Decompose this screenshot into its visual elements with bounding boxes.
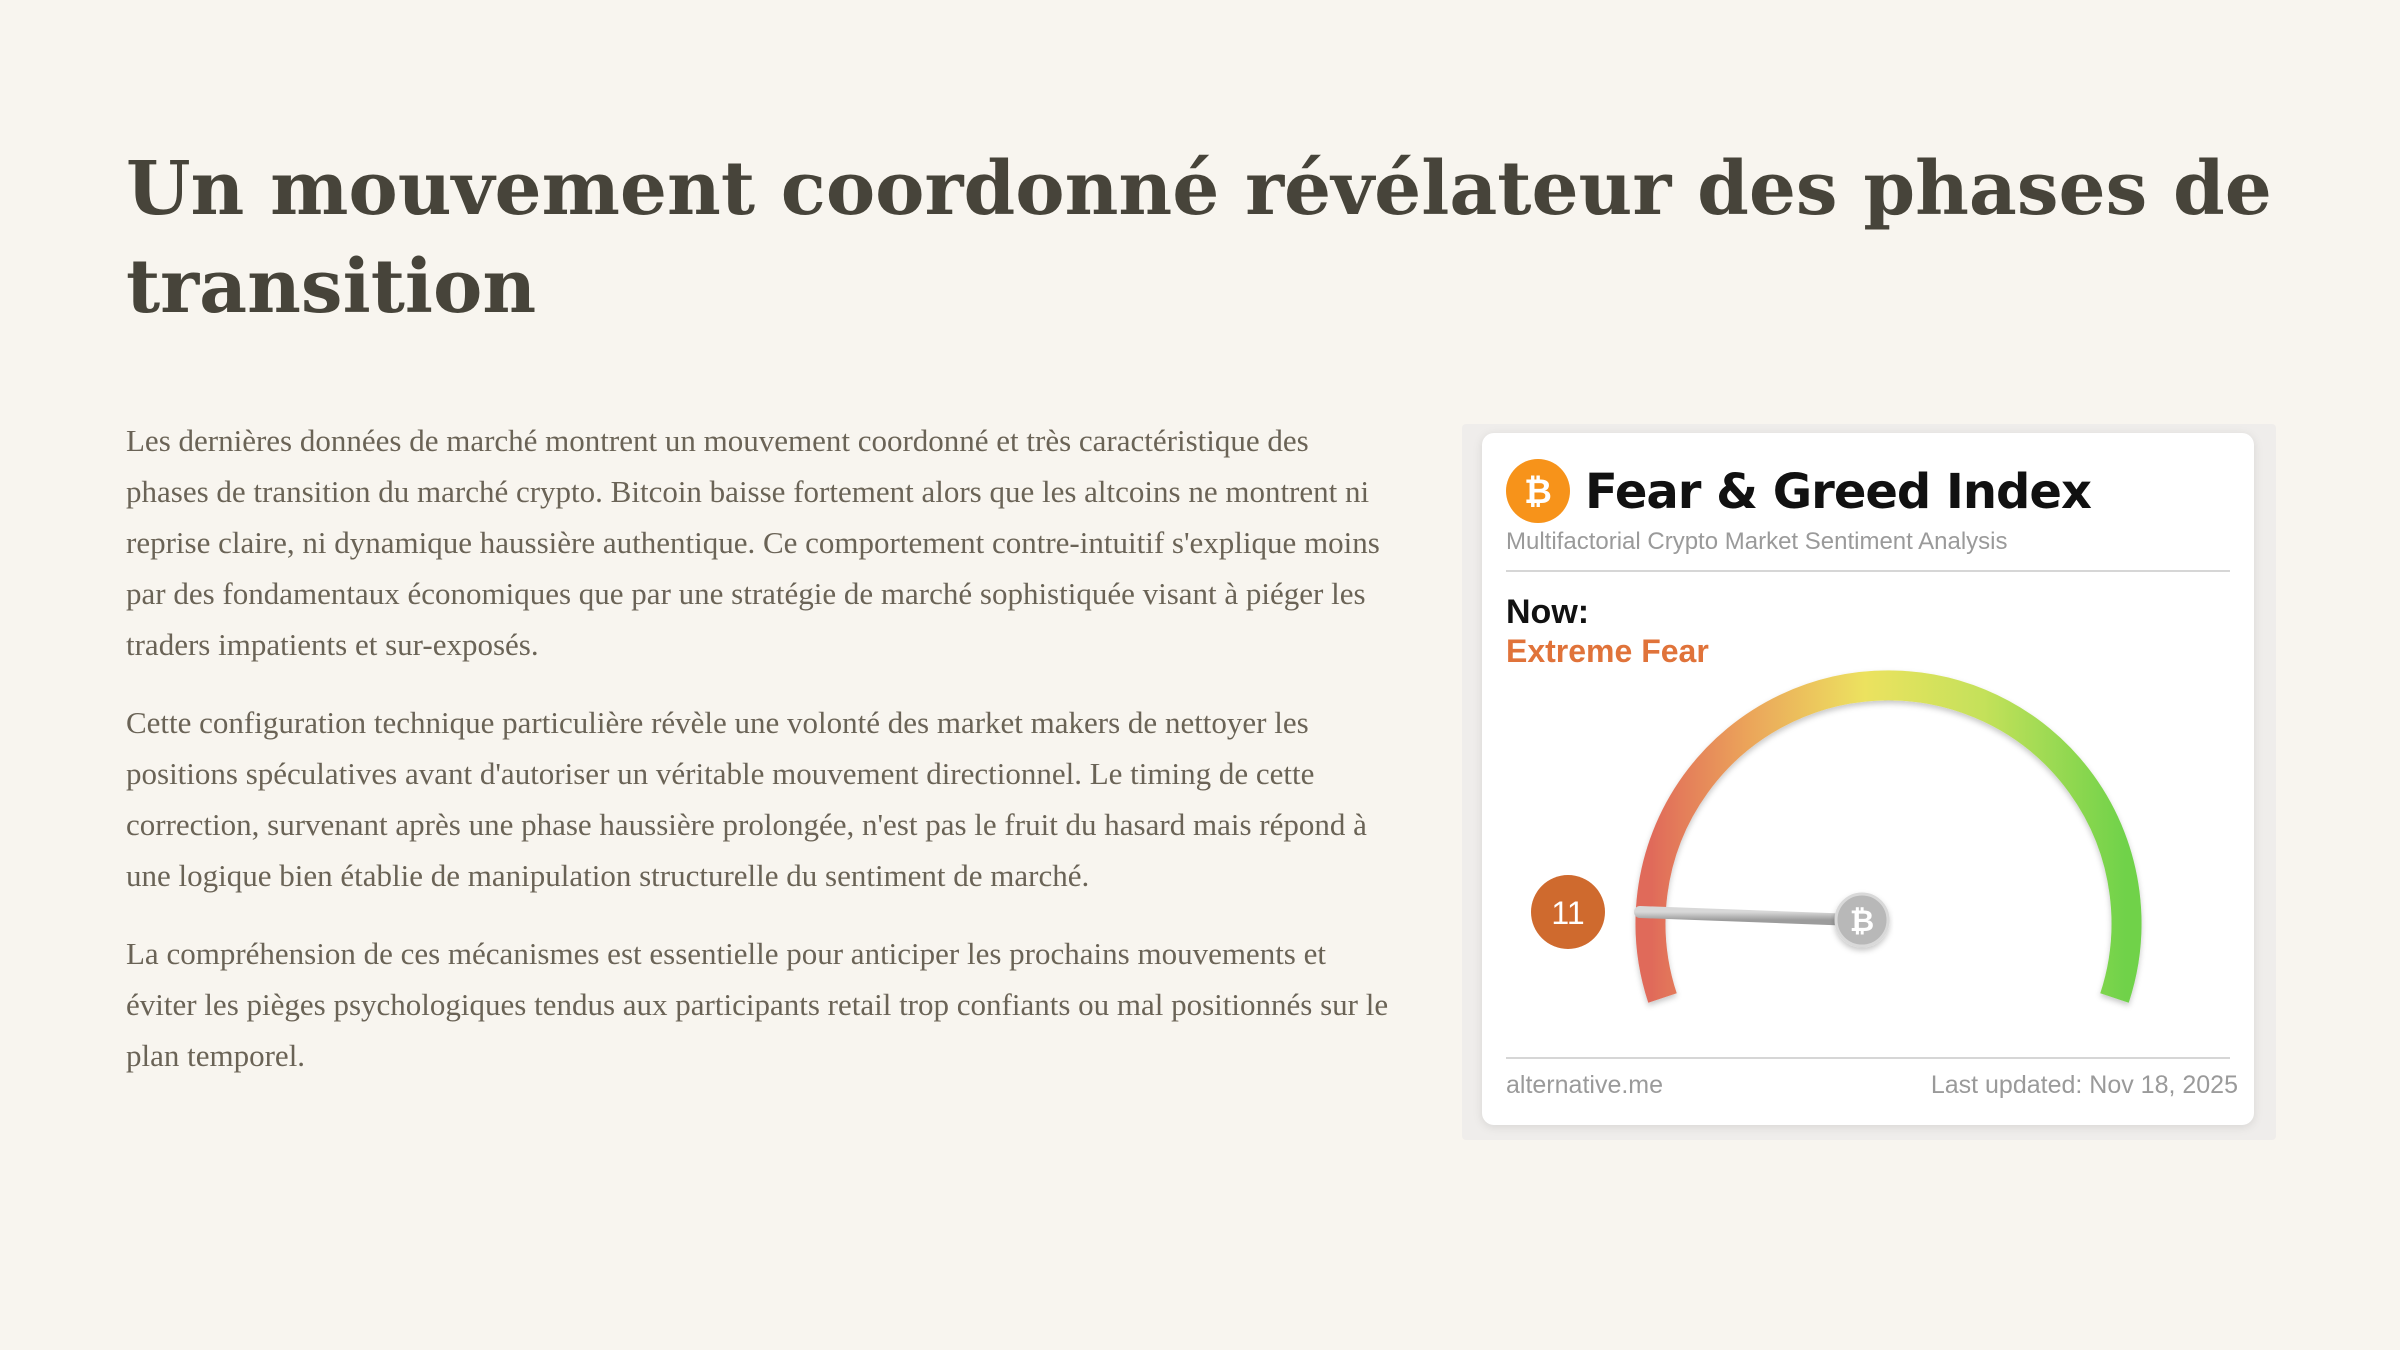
svg-text:₿: ₿	[1524, 472, 1552, 512]
article-title: Un mouvement coordonné révélateur des phases de transition	[126, 146, 2272, 330]
needle-hub	[1836, 894, 1888, 946]
fear-greed-widget	[1482, 433, 2254, 1125]
needle-bitcoin-icon: ₿	[1849, 904, 1875, 939]
sentiment-gauge	[1482, 433, 2254, 1125]
sentiment-value: Extreme Fear	[1506, 633, 1709, 669]
index-value: 11	[1551, 895, 1585, 931]
widget-title: Fear & Greed Index	[1585, 464, 2091, 520]
divider	[1506, 1057, 2230, 1059]
paragraph: Cette configuration technique particulière révèle une volonté des market makers de nettoyer les positions spéculatives avant d'autoriser un véritable mouvement directionnel. Le timing de cette correction, survenant après une phase haussière prolongée, n'est pas le fruit du hasard mais répond à une logique bien établie de manipulation structurelle du sentiment de marché.	[126, 705, 1367, 893]
gauge-arc	[1651, 685, 2127, 998]
article-body	[126, 415, 1396, 1108]
paragraph: Les dernières données de marché montrent un mouvement coordonné et très caractéristique des phases de transition du marché crypto. Bitcoin baisse fortement alors que les altcoins ne montrent ni reprise claire, ni dynamique haussière authentique. Ce comportement contre-intuitif s'explique moins par des fondamentaux économiques que par une stratégie de marché sophistiquée visant à piéger les traders impatients et sur-exposés.	[126, 423, 1380, 662]
paragraph: La compréhension de ces mécanismes est essentielle pour anticiper les prochains mouvements et éviter les pièges psychologiques tendus aux participants retail trop confiants ou mal positionnés sur le plan temporel.	[126, 936, 1389, 1073]
now-label: Now:	[1506, 593, 1590, 631]
last-updated: Last updated: Nov 18, 2025	[1930, 1071, 2238, 1099]
source-link[interactable]: alternative.me	[1506, 1071, 1664, 1099]
gauge-needle	[1640, 912, 1856, 920]
widget-subtitle: Multifactorial Crypto Market Sentiment Analysis	[1506, 528, 2008, 555]
